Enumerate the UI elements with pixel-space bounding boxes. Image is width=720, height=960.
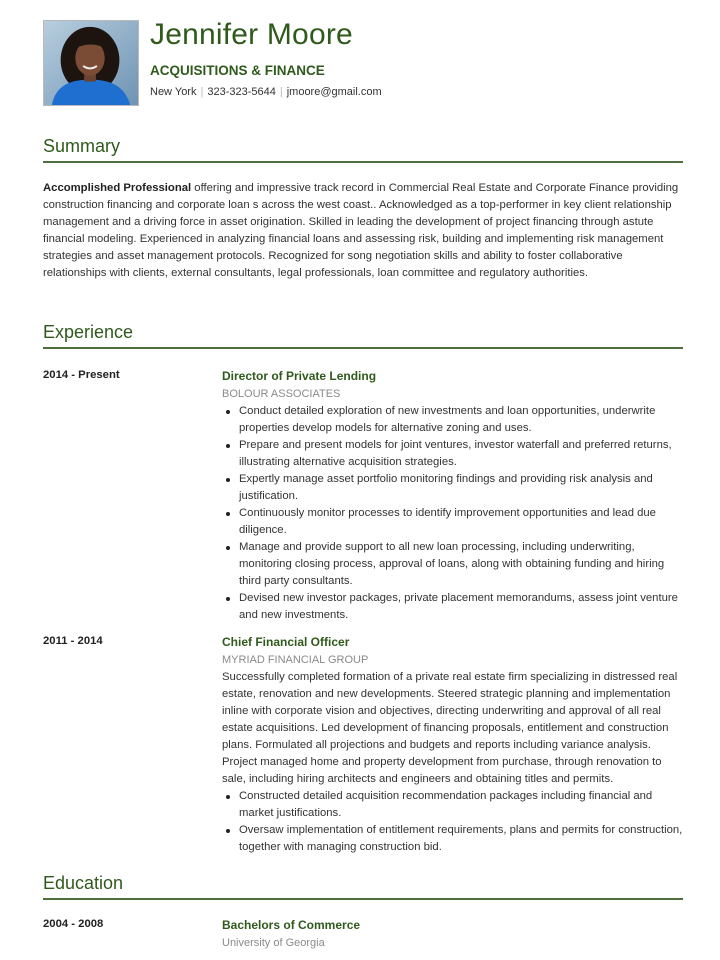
job-dates: 2014 - Present [43,369,120,381]
candidate-role: ACQUISITIONS & FINANCE [150,63,325,78]
job-entry [222,367,685,624]
contact-email[interactable]: jmoore@gmail.com [286,86,382,98]
education-entry [222,916,685,952]
job-bullets [222,403,685,624]
education-divider [43,898,683,900]
list-item: Continuously monitor processes to identify improvement opportunities and lead due diligence. [222,505,685,539]
summary-lead: Accomplished Professional [43,182,192,194]
contact-phone: 323-323-5644 [207,86,276,98]
list-item: Conduct detailed exploration of new investments and loan opportunities, underwrite properties develop models for alternative zoning and uses. [222,403,685,437]
education-school: University of Georgia [222,937,325,949]
list-item: Oversaw implementation of entitlement requirements, plans and permits for construction, together with managing construction bid. [222,822,685,856]
summary-body: offering and impressive track record in Commercial Real Estate and Corporate Finance providing construction financing and corporate loan s across the west coast.. Acknowledged as a top-performer in key client relationship management and a driving force in asset origination. Skilled in leading the development of project financing through astute financial modeling. Experienced in analyzing financial loans and assessing risk, building and implementing risk management strategies and asset management protocols. Recognized for song negotiation skills and ability to foster collaborative relationships with clients, external consultants, legal professionals, loan committee and regulatory authorities. [43,182,679,279]
education-degree: Bachelors of Commerce [222,918,361,932]
job-title: Director of Private Lending [222,369,377,383]
contact-separator: | [200,86,204,98]
education-dates: 2004 - 2008 [43,918,104,930]
candidate-name: Jennifer Moore [150,18,353,51]
job-entry [222,633,685,856]
profile-photo [43,20,139,106]
list-item: Expertly manage asset portfolio monitoring findings and providing risk analysis and justification. [222,471,685,505]
experience-heading: Experience [43,322,134,342]
summary-divider [43,161,683,163]
job-description: Successfully completed formation of a private real estate firm specializing in distressed real estate, renovation and new developments. Steered strategic planning and implementation inline with corporate vision and objectives, directing underwriting and approval of all real estate acquisitions. Led development of financing proposals, entitlement and construction plans. Formulated all projections and budgets and reports including variance analysis. Project managed home and property development from purchase, through renovation to sale, including hiring architects and engineers and obtaining titles and permits. [222,671,678,785]
job-bullets [222,788,685,856]
job-title: Chief Financial Officer [222,635,350,649]
contact-location: New York [150,86,197,98]
list-item: Constructed detailed acquisition recommendation packages including financial and market justifications. [222,788,685,822]
list-item: Prepare and present models for joint ventures, investor waterfall and preferred returns, illustrating alternative acquisition strategies. [222,437,685,471]
job-dates: 2011 - 2014 [43,635,103,647]
summary-text [43,180,683,282]
job-company: BOLOUR ASSOCIATES [222,388,341,400]
list-item: Manage and provide support to all new loan processing, including underwriting, monitoring closing process, approval of loans, along with obtaining funding and hiring third party consultants. [222,539,685,590]
summary-heading: Summary [43,136,121,156]
list-item: Devised new investor packages, private placement memorandums, assess joint venture and new investments. [222,590,685,624]
experience-divider [43,347,683,349]
job-company: MYRIAD FINANCIAL GROUP [222,654,369,666]
contact-line [150,86,382,98]
contact-separator: | [279,86,283,98]
education-heading: Education [43,873,124,893]
